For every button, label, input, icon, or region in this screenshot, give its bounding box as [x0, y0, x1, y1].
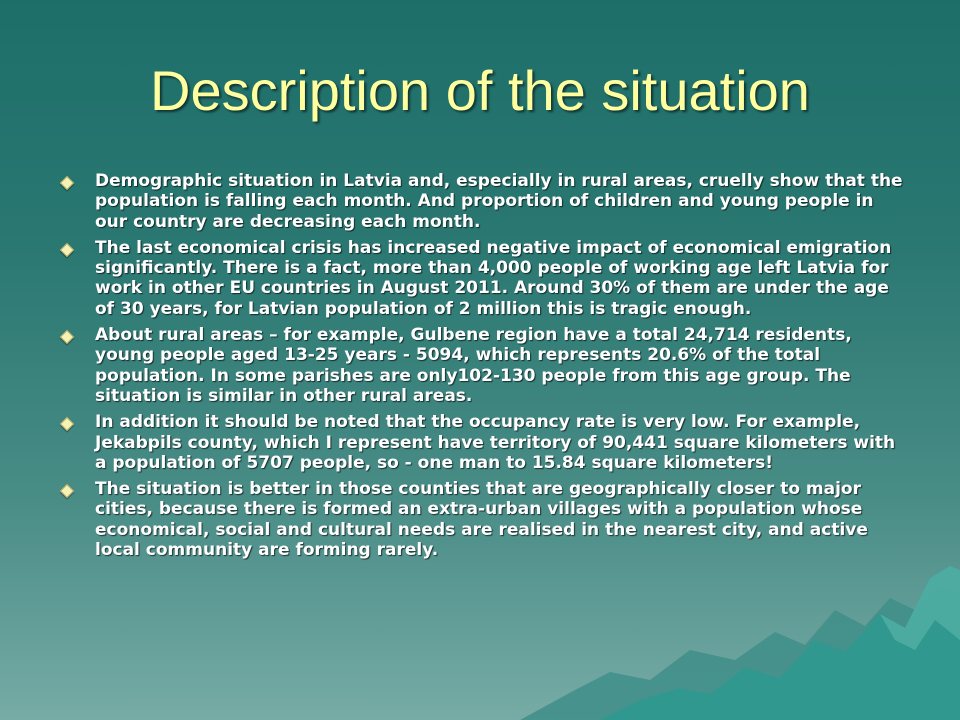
slide-title: Description of the situation: [150, 59, 810, 122]
diamond-bullet-icon: [60, 176, 74, 190]
bullet-text: Demographic situation in Latvia and, especially in rural areas, cruelly show that the population is falling each month. And proportion of children and young people in our country are decreasing each month.: [95, 171, 903, 232]
bullet-item: [58, 171, 904, 232]
diamond-bullet-icon: [60, 417, 74, 431]
bullet-item: [58, 238, 904, 319]
bullet-list: [58, 171, 904, 566]
bullet-text: The last economical crisis has increased negative impact of economical emigration significantly. There is a fact, more than 4,000 people of working age left Latvia for work in other EU countries in August 2011. Around 30% of them are under the age of 30 years, for Latvian population of 2 million this is tragic enough.: [95, 237, 892, 319]
bullet-item: [58, 325, 904, 406]
bullet-text: About rural areas – for example, Gulbene region have a total 24,714 residents, young people aged 13-25 years - 5094, which represents 20.6% of the total population. In some parishes are only102-130 people from this age group. The situation is similar in other rural areas.: [95, 325, 852, 406]
bullet-text: The situation is better in those counties that are geographically closer to major cities, because there is formed an extra-urban villages with a population whose economical, social and cultural needs are realised in the nearest city, and active local community are forming rarely.: [95, 479, 868, 561]
bullet-item: [58, 412, 904, 473]
bullet-item: [58, 479, 904, 560]
diamond-bullet-icon: [60, 330, 74, 344]
diamond-bullet-icon: [60, 484, 74, 498]
diamond-bullet-icon: [60, 243, 74, 257]
bullet-text: In addition it should be noted that the occupancy rate is very low. For example, Jekabpils county, which I represent have territory of 90,441 square kilometers with a population of 5707 people, so - one man to 15.84 square kilometers!: [95, 412, 896, 473]
